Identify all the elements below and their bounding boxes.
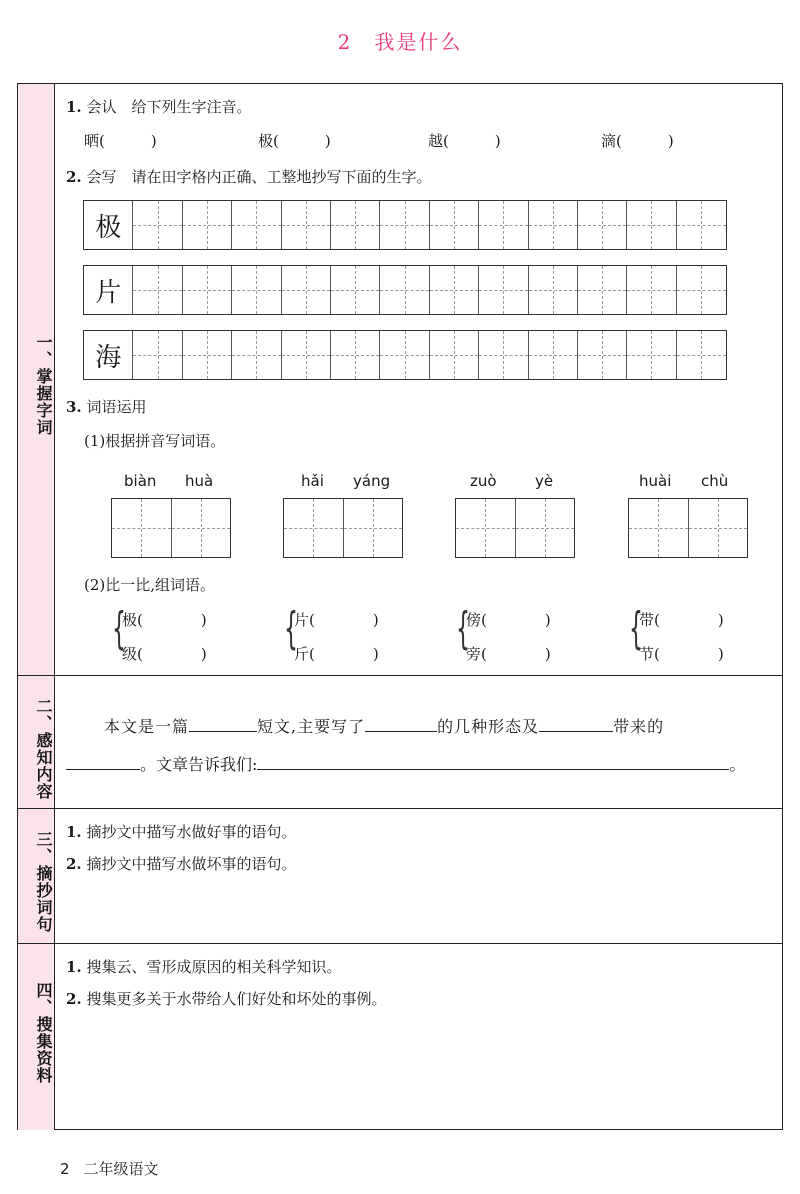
- pinyin-label: yè: [535, 472, 554, 490]
- summary-line-2: 。文章告诉我们: 。: [66, 752, 745, 775]
- q1-heading: 1. 会认 给下列生字注音。: [66, 98, 252, 116]
- q3-part1: (1)根据拼音写词语。: [84, 432, 226, 450]
- section-label: 二、感知内容: [34, 698, 53, 800]
- word-writing-box[interactable]: [628, 498, 748, 558]
- pinyin-blank-4[interactable]: 滴( ): [601, 132, 674, 150]
- section-label-box: [18, 676, 55, 808]
- pinyin-label: zuò: [470, 472, 497, 490]
- section-label: 三、摘抄词句: [34, 831, 53, 933]
- page-footer: [60, 1158, 159, 1179]
- page-number: 2: [60, 1160, 70, 1178]
- brace-icon: {: [284, 603, 298, 654]
- fill-blank[interactable]: [66, 754, 140, 770]
- compare-blank[interactable]: 片( ): [294, 611, 379, 629]
- summary-line-1: 本文是一篇 短文,主要写了 的几种形态及 带来的: [104, 717, 665, 736]
- worksheet-frame: [17, 83, 783, 1130]
- section-label-box: [18, 809, 55, 943]
- compare-blank[interactable]: 节( ): [639, 645, 724, 663]
- word-writing-box[interactable]: [283, 498, 403, 558]
- section-label: 一、掌握字词: [34, 334, 53, 436]
- q3-heading: 3. 词语运用: [66, 398, 147, 416]
- word-writing-box[interactable]: [111, 498, 231, 558]
- compare-blank[interactable]: 斤( ): [294, 645, 379, 663]
- compare-blank[interactable]: 旁( ): [466, 645, 551, 663]
- research-task-1: 1. 搜集云、雪形成原因的相关科学知识。: [66, 958, 342, 976]
- pinyin-label: chù: [701, 472, 729, 490]
- section-excerpts: [18, 809, 782, 944]
- excerpt-task-2: 2. 摘抄文中描写水做坏事的语句。: [66, 855, 297, 873]
- compare-blank[interactable]: 傍( ): [466, 611, 551, 629]
- page-title: [0, 26, 800, 55]
- q3-part2: (2)比一比,组词语。: [84, 576, 216, 594]
- pinyin-label: yáng: [353, 472, 391, 490]
- pinyin-label: huài: [639, 472, 672, 490]
- q2-heading: 2. 会写 请在田字格内正确、工整地抄写下面的生字。: [66, 168, 432, 186]
- section-label-box: [18, 944, 55, 1130]
- excerpt-task-1: 1. 摘抄文中描写水做好事的语句。: [66, 823, 297, 841]
- pinyin-blank-1[interactable]: 晒( ): [84, 132, 157, 150]
- brace-icon: {: [112, 603, 126, 654]
- book-name: 二年级语文: [83, 1160, 159, 1178]
- pinyin-blank-2[interactable]: 极( ): [258, 132, 331, 150]
- section-label-box: [18, 84, 55, 675]
- pinyin-blank-3[interactable]: 越( ): [428, 132, 501, 150]
- writing-grid-row[interactable]: [83, 265, 727, 315]
- lesson-number: 2: [337, 30, 353, 54]
- section-label: 四、搜集资料: [34, 982, 53, 1084]
- pinyin-label: huà: [185, 472, 214, 490]
- section-content: [18, 676, 782, 809]
- word-writing-box[interactable]: [455, 498, 575, 558]
- writing-grid-row[interactable]: [83, 200, 727, 250]
- model-character: 海: [95, 343, 122, 373]
- research-task-2: 2. 搜集更多关于水带给人们好处和坏处的事例。: [66, 990, 387, 1008]
- fill-blank[interactable]: [189, 716, 257, 732]
- section-research: [18, 944, 782, 1130]
- model-character: 极: [95, 213, 122, 243]
- pinyin-label: biàn: [124, 472, 157, 490]
- brace-icon: {: [629, 603, 643, 654]
- brace-icon: {: [456, 603, 470, 654]
- compare-blank[interactable]: 级( ): [122, 645, 207, 663]
- model-character: 片: [95, 278, 122, 308]
- pinyin-label: hǎi: [301, 472, 324, 490]
- fill-blank[interactable]: [539, 716, 613, 732]
- fill-blank[interactable]: [257, 754, 729, 770]
- compare-blank[interactable]: 带( ): [639, 611, 724, 629]
- lesson-title: 我是什么: [374, 30, 463, 54]
- writing-grid-row[interactable]: [83, 330, 727, 380]
- section-vocabulary: [18, 84, 782, 676]
- compare-blank[interactable]: 极( ): [122, 611, 207, 629]
- fill-blank[interactable]: [365, 716, 437, 732]
